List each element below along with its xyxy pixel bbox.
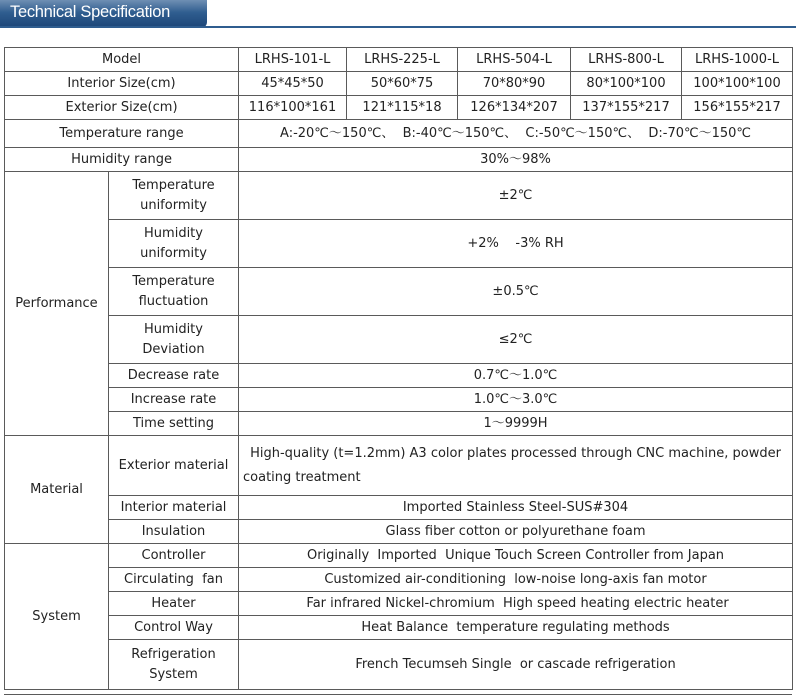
table-row [5, 520, 793, 544]
row-label: Increase rate [109, 388, 239, 412]
row-label: Exterior material [109, 436, 239, 496]
row-label: Heater [109, 592, 239, 616]
cell-value: 70*80*90 [458, 72, 571, 96]
table-bottom-border [4, 694, 792, 695]
table-row [5, 172, 793, 220]
table-row [5, 148, 793, 172]
model-name: LRHS-1000-L [682, 48, 793, 72]
row-label: Interior Size(cm) [5, 72, 239, 96]
row-label: Interior material [109, 496, 239, 520]
cell-value: 126*134*207 [458, 96, 571, 120]
group-label: Performance [5, 172, 109, 436]
cell-value: High-quality (t=1.2mm) A3 color plates processed through CNC machine, powder coating treatment [239, 436, 793, 496]
table-row [5, 48, 793, 72]
model-name: LRHS-101-L [239, 48, 347, 72]
table-row [5, 496, 793, 520]
table-row [5, 364, 793, 388]
row-label: Humidity uniformity [109, 220, 239, 268]
table-row [5, 120, 793, 148]
table-row [5, 316, 793, 364]
table-row [5, 592, 793, 616]
row-label: Control Way [109, 616, 239, 640]
section-header-banner [0, 0, 207, 28]
model-name: LRHS-225-L [347, 48, 458, 72]
table-row [5, 640, 793, 690]
cell-value: 45*45*50 [239, 72, 347, 96]
model-name: LRHS-504-L [458, 48, 571, 72]
cell-value: Customized air-conditioning low-noise long-axis fan motor [239, 568, 793, 592]
cell-value: 1～9999H [239, 412, 793, 436]
table-row [5, 544, 793, 568]
cell-value: 121*115*18 [347, 96, 458, 120]
row-label: Temperature fluctuation [109, 268, 239, 316]
row-label: Decrease rate [109, 364, 239, 388]
cell-value: French Tecumseh Single or cascade refrigeration [239, 640, 793, 690]
table-row [5, 436, 793, 496]
cell-value: A:-20℃～150℃、 B:-40℃～150℃、 C:-50℃～150℃、 D:-70℃～150℃ [239, 120, 793, 148]
table-row [5, 412, 793, 436]
cell-value: 156*155*217 [682, 96, 793, 120]
cell-value: 50*60*75 [347, 72, 458, 96]
table-row [5, 96, 793, 120]
cell-value: 30%～98% [239, 148, 793, 172]
spec-table [4, 47, 793, 690]
cell-value: ±0.5℃ [239, 268, 793, 316]
table-row [5, 616, 793, 640]
row-label: Circulating fan [109, 568, 239, 592]
row-label: Temperature range [5, 120, 239, 148]
header-divider [0, 26, 796, 28]
group-label: System [5, 544, 109, 690]
cell-value: Imported Stainless Steel-SUS#304 [239, 496, 793, 520]
row-label: Temperature uniformity [109, 172, 239, 220]
cell-value: ±2℃ [239, 172, 793, 220]
cell-value: 137*155*217 [571, 96, 682, 120]
table-row [5, 568, 793, 592]
row-label: Controller [109, 544, 239, 568]
cell-value: Heat Balance temperature regulating methods [239, 616, 793, 640]
cell-value: Glass fiber cotton or polyurethane foam [239, 520, 793, 544]
model-header: Model [5, 48, 239, 72]
cell-value: Originally Imported Unique Touch Screen Controller from Japan [239, 544, 793, 568]
cell-value: Far infrared Nickel-chromium High speed heating electric heater [239, 592, 793, 616]
cell-value: 100*100*100 [682, 72, 793, 96]
section-title: Technical Specification [10, 3, 171, 21]
cell-value: +2% -3% RH [239, 220, 793, 268]
cell-value: 80*100*100 [571, 72, 682, 96]
row-label: Insulation [109, 520, 239, 544]
table-row [5, 220, 793, 268]
row-label: Humidity range [5, 148, 239, 172]
cell-value: ≤2℃ [239, 316, 793, 364]
row-label: Refrigeration System [109, 640, 239, 690]
model-name: LRHS-800-L [571, 48, 682, 72]
cell-value: 1.0℃～3.0℃ [239, 388, 793, 412]
row-label: Exterior Size(cm) [5, 96, 239, 120]
row-label: Time setting [109, 412, 239, 436]
table-row [5, 72, 793, 96]
cell-value: 0.7℃～1.0℃ [239, 364, 793, 388]
group-label: Material [5, 436, 109, 544]
row-label: Humidity Deviation [109, 316, 239, 364]
table-row [5, 268, 793, 316]
table-row [5, 388, 793, 412]
cell-value: 116*100*161 [239, 96, 347, 120]
